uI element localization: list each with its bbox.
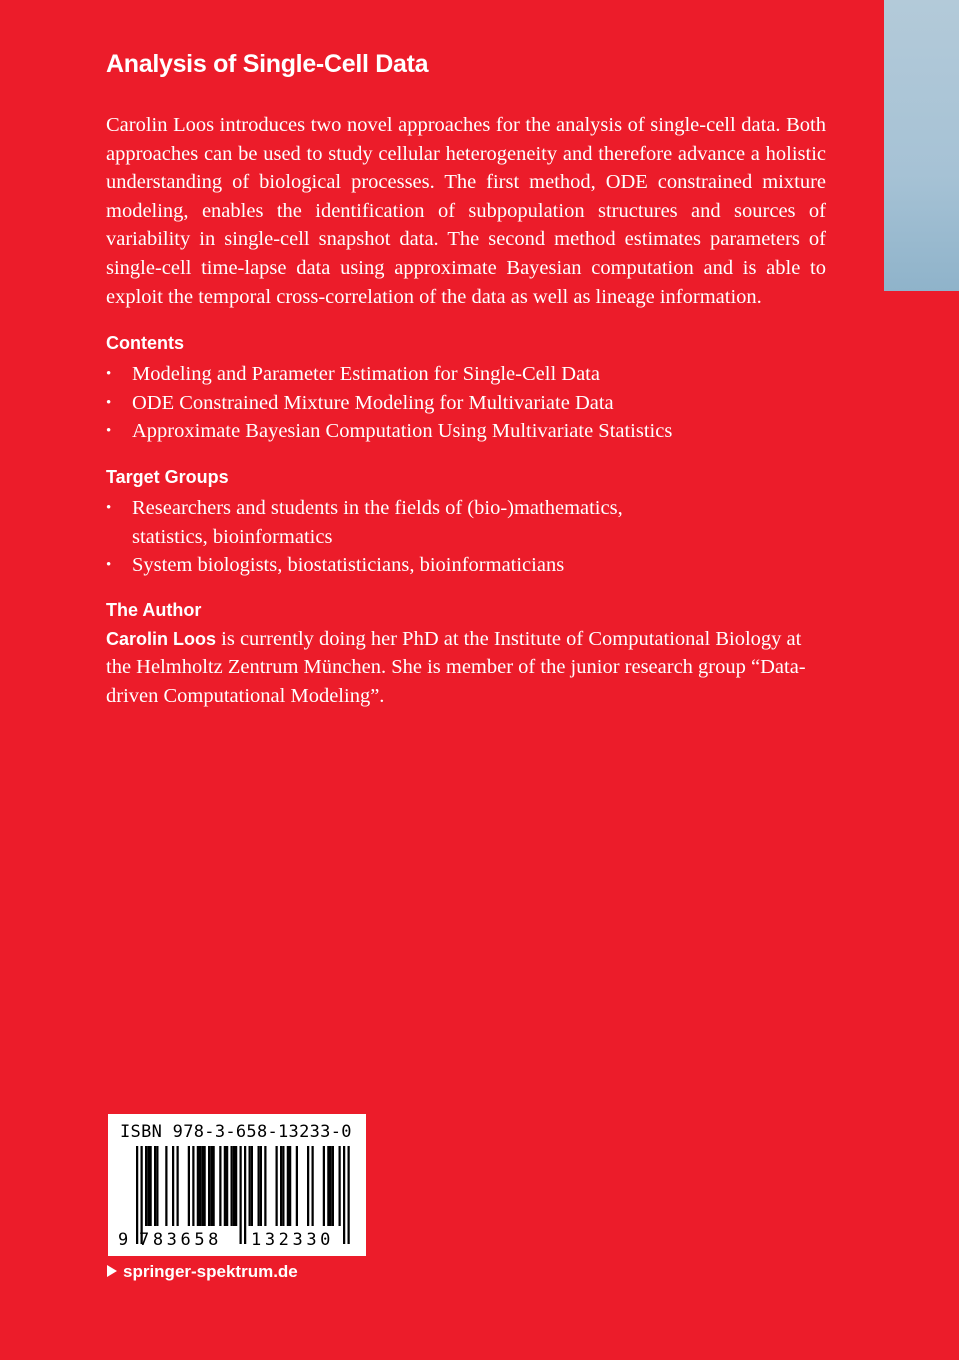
target-groups-heading: Target Groups: [106, 466, 229, 487]
ean-left-digits: 783658: [139, 1230, 223, 1250]
barcode-bar: [210, 1146, 212, 1226]
barcode-bar: [204, 1146, 206, 1226]
barcode-bar: [258, 1146, 260, 1226]
author-section: [106, 597, 826, 711]
author-bio: [106, 625, 826, 711]
spine-color-strip: [884, 0, 959, 291]
barcode-bar: [224, 1146, 226, 1226]
barcode-bar: [282, 1146, 284, 1226]
barcode-bar: [219, 1146, 221, 1226]
barcode-bar: [231, 1146, 233, 1226]
target-groups-section: [106, 464, 826, 580]
barcode-bar: [312, 1146, 314, 1226]
barcode-bar: [199, 1146, 201, 1226]
barcode-bar: [192, 1146, 194, 1226]
contents-heading: Contents: [106, 333, 184, 354]
list-item: • System biologists, biostatisticians, bioinformaticians: [106, 551, 826, 580]
barcode-bar: [251, 1146, 253, 1226]
barcode-bar: [156, 1146, 158, 1226]
barcode-guard-bar: [240, 1146, 242, 1244]
list-item: • ODE Constrained Mixture Modeling for Multivariate Data: [106, 389, 826, 418]
barcode-bar: [150, 1146, 152, 1226]
barcode-bar: [296, 1146, 298, 1226]
barcode-bar: [213, 1146, 215, 1226]
list-item: [106, 494, 826, 551]
contents-section: [106, 330, 826, 446]
barcode-bar: [165, 1146, 167, 1226]
barcode-bar: [235, 1146, 237, 1226]
barcode-bar: [208, 1146, 210, 1226]
target-groups-list: [106, 494, 826, 580]
book-title: Analysis of Single-Cell Data: [106, 50, 429, 78]
isbn-barcode: [108, 1114, 366, 1256]
list-item: • Modeling and Parameter Estimation for Single-Cell Data: [106, 360, 826, 389]
barcode-bar: [332, 1146, 334, 1226]
barcode-bar: [323, 1146, 325, 1226]
barcode-guard-bar: [136, 1146, 138, 1244]
barcode-bar: [201, 1146, 203, 1226]
barcode-bar: [276, 1146, 278, 1226]
author-heading: The Author: [106, 599, 202, 620]
barcode-bar: [145, 1146, 147, 1226]
barcode-bar: [154, 1146, 156, 1226]
barcode-bar: [177, 1146, 179, 1226]
barcode-bar: [289, 1146, 291, 1226]
barcode-bar: [280, 1146, 282, 1226]
barcode-bar: [233, 1146, 235, 1226]
barcode-bar: [339, 1146, 341, 1226]
isbn-label: ISBN 978-3-658-13233-0: [120, 1122, 352, 1142]
barcode-bar: [264, 1146, 266, 1226]
contents-list: [106, 360, 826, 446]
back-cover-content: [106, 44, 826, 711]
list-item: • Approximate Bayesian Computation Using Multivariate Statistics: [106, 417, 826, 446]
barcode-bar: [249, 1146, 251, 1226]
ean-first-digit: 9: [118, 1230, 129, 1250]
barcode-bar: [172, 1146, 174, 1226]
arrow-right-icon: [107, 1265, 117, 1277]
barcode-bar: [307, 1146, 309, 1226]
barcode-bar: [327, 1146, 329, 1226]
author-name: Carolin Loos: [106, 628, 217, 649]
barcode-bar: [287, 1146, 289, 1226]
barcode-bar: [260, 1146, 262, 1226]
barcode-guard-bar: [244, 1146, 246, 1244]
publisher-url: springer-spektrum.de: [123, 1262, 298, 1281]
publisher-link[interactable]: [107, 1262, 298, 1282]
barcode-bar: [226, 1146, 228, 1226]
author-bio-text: is currently doing her PhD at the Institute of Computational Biology at the Helmholtz Zentrum München. She is member of the junior research group “Data-driven Computational Modeling”.: [106, 627, 806, 707]
target-groups-item-text: Researchers and students in the fields of (bio-)mathematics, statistics, bioinformatics: [132, 496, 623, 548]
ean-right-digits: 132330: [251, 1230, 335, 1250]
barcode-bar: [188, 1146, 190, 1226]
barcode-bar: [197, 1146, 199, 1226]
book-description: Carolin Loos introduces two novel approaches for the analysis of single-cell data. Both approaches can be used to study cellular heterogeneity and therefore advance a holistic understanding of biological processes. The first method, ODE constrained mixture modeling, enables the identification of subpopulation structures and sources of variability in single-cell snapshot data. The second method estimates parameters of single-cell time-lapse data using approximate Bayesian computation and is able to exploit the temporal cross-correlation of the data as well as lineage information.: [106, 114, 826, 308]
barcode-bar: [147, 1146, 149, 1226]
barcode-bar: [330, 1146, 332, 1226]
